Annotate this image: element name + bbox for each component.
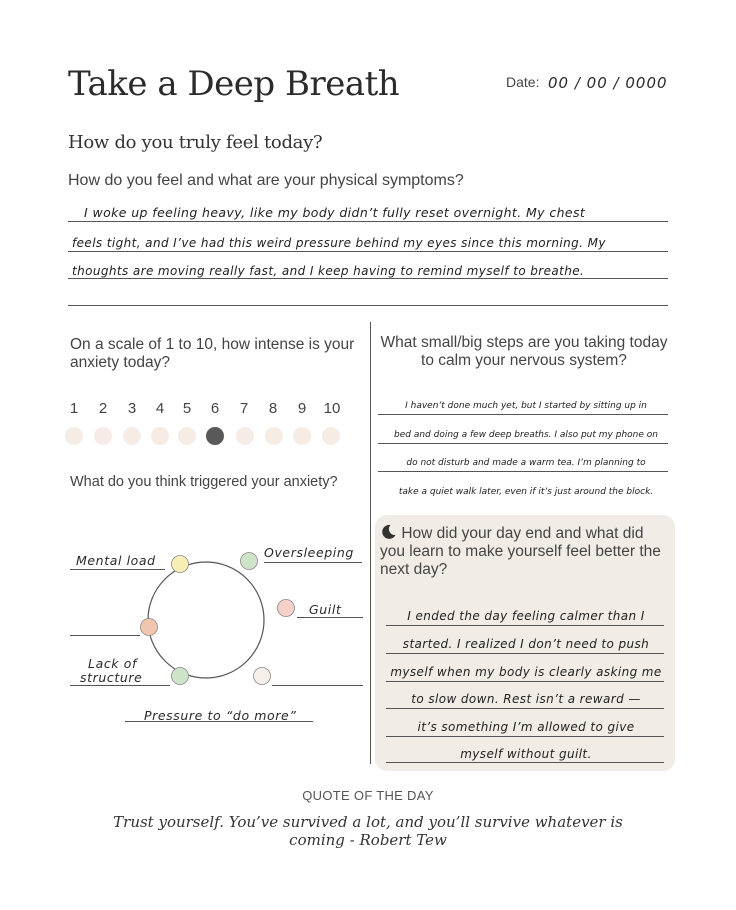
scale-number: 8: [268, 400, 278, 417]
trigger-node-blank-2: [254, 668, 271, 685]
trigger-node-oversleeping: [241, 553, 258, 570]
writing-line: [386, 708, 664, 709]
scale-number: 1: [69, 400, 79, 417]
day-end-question-wrap: [380, 524, 672, 579]
steps-line-3[interactable]: do not disturb and made a warm tea. I’m planning to: [406, 458, 646, 468]
trigger-lack-of-structure-1[interactable]: Lack of: [88, 656, 137, 671]
writing-line: [297, 617, 363, 618]
date-label: Date:: [506, 74, 540, 90]
trigger-pressure[interactable]: Pressure to “do more”: [144, 708, 297, 723]
trigger-question: What do you think triggered your anxiety?: [70, 474, 338, 490]
writing-line: [70, 685, 170, 686]
writing-line: [264, 562, 362, 563]
writing-line: [272, 685, 363, 686]
writing-line: [386, 653, 664, 654]
day-end-line-5[interactable]: it’s something I’m allowed to give: [417, 720, 635, 734]
scale-number: 6: [210, 400, 220, 417]
anxiety-scale-question: On a scale of 1 to 10, how intense is your anxiety today?: [70, 336, 355, 371]
day-end-line-3[interactable]: myself when my body is clearly asking me: [390, 665, 662, 679]
date-value[interactable]: 00 / 00 / 0000: [548, 74, 668, 92]
symptoms-question: How do you feel and what are your physical symptoms?: [68, 172, 464, 189]
steps-question: What small/big steps are you taking today to calm your nervous system?: [380, 334, 668, 369]
writing-line: [386, 762, 664, 763]
quote-text: Trust yourself. You’ve survived a lot, and you’ll survive whatever is coming - Robert Tew: [113, 813, 623, 849]
trigger-mental-load[interactable]: Mental load: [76, 553, 156, 568]
scale-number: 7: [239, 400, 249, 417]
steps-line-4[interactable]: take a quiet walk later, even if it’s just around the block.: [398, 487, 654, 497]
day-end-line-1[interactable]: I ended the day feeling calmer than I: [407, 609, 645, 623]
trigger-oversleeping[interactable]: Oversleeping: [264, 545, 354, 560]
day-end-line-6[interactable]: myself without guilt.: [460, 747, 592, 761]
writing-line: [378, 443, 668, 444]
writing-line: [378, 414, 668, 415]
writing-line: [386, 736, 664, 737]
day-end-line-4[interactable]: to slow down. Rest isn’t a reward —: [411, 692, 641, 706]
writing-line: [70, 569, 165, 570]
day-end-line-2[interactable]: started. I realized I don’t need to push: [402, 637, 650, 651]
trigger-node-lack-of-structure: [172, 668, 189, 685]
feelings-heading: How do you truly feel today?: [68, 132, 323, 153]
writing-line: [378, 471, 668, 472]
scale-number: 9: [297, 400, 307, 417]
scale-number: 4: [155, 400, 165, 417]
trigger-node-guilt: [278, 600, 295, 617]
writing-line: [70, 635, 140, 636]
trigger-lack-of-structure-2[interactable]: structure: [80, 670, 143, 685]
moon-icon: [380, 524, 397, 540]
scale-number: 10: [323, 400, 341, 417]
page-title: Take a Deep Breath: [68, 64, 400, 104]
day-end-question: How did your day end and what did you learn to make yourself feel better the next day?: [380, 525, 661, 578]
writing-line: [386, 681, 664, 682]
steps-line-1[interactable]: I haven’t done much yet, but I started by sitting up in: [405, 401, 647, 411]
scale-number: 3: [127, 400, 137, 417]
trigger-node-blank: [141, 619, 158, 636]
writing-line: [125, 721, 313, 722]
trigger-guilt[interactable]: Guilt: [309, 602, 342, 617]
trigger-node-mental-load: [172, 556, 189, 573]
writing-line: [386, 625, 664, 626]
symptoms-line-1[interactable]: I woke up feeling heavy, like my body didn’t fully reset overnight. My chest: [84, 205, 586, 220]
steps-line-2[interactable]: bed and doing a few deep breaths. I also put my phone on: [394, 430, 658, 440]
symptoms-line-3[interactable]: thoughts are moving really fast, and I keep having to remind myself to breathe.: [72, 264, 585, 278]
symptoms-line-2[interactable]: feels tight, and I’ve had this weird pressure behind my eyes since this morning. My: [72, 236, 606, 250]
quote-label: QUOTE OF THE DAY: [302, 788, 434, 803]
scale-number: 5: [182, 400, 192, 417]
scale-number: 2: [98, 400, 108, 417]
